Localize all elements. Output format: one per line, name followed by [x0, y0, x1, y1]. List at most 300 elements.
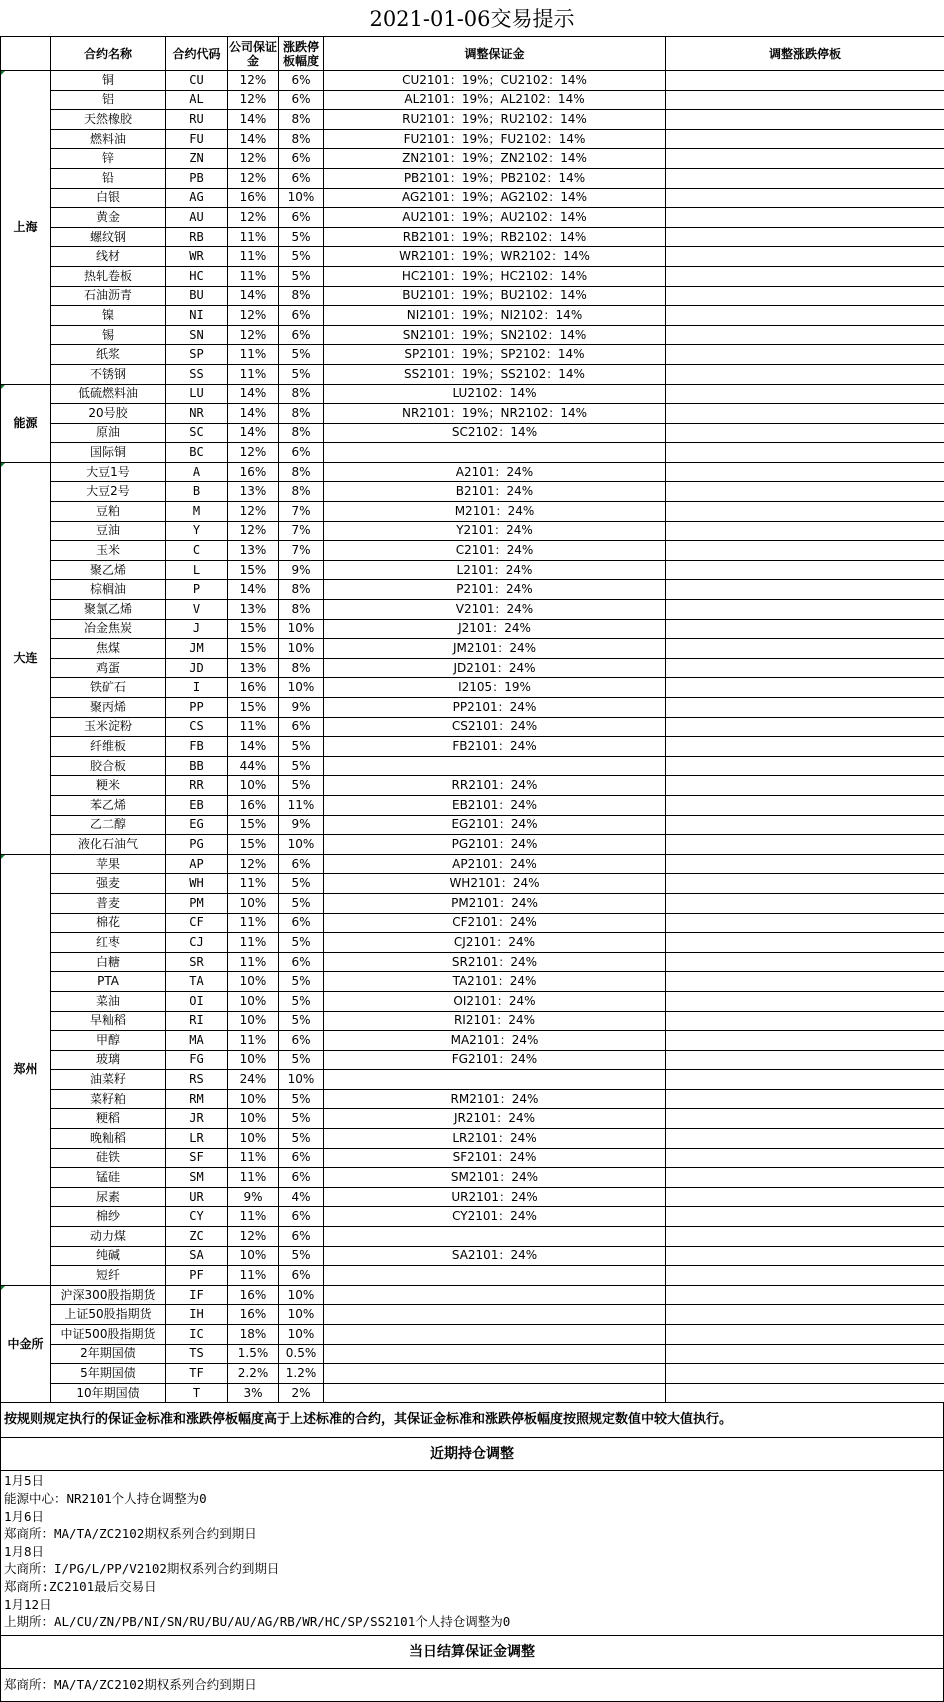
contract-code-cell: CU: [166, 71, 228, 91]
adjust-margin-cell: [324, 1285, 666, 1305]
limit-cell: 10%: [279, 188, 324, 208]
adjust-limit-cell: [666, 580, 944, 600]
contract-name-cell: 低硫燃料油: [51, 384, 166, 404]
margin-cell: 10%: [228, 1089, 279, 1109]
margin-cell: 15%: [228, 698, 279, 718]
adjust-margin-cell: PM2101：24%: [324, 893, 666, 913]
margin-cell: 11%: [228, 364, 279, 384]
margin-cell: 11%: [228, 933, 279, 953]
adjust-limit-cell: [666, 1031, 944, 1051]
contract-name-cell: 天然橡胶: [51, 110, 166, 130]
limit-cell: 7%: [279, 541, 324, 561]
margin-cell: 11%: [228, 345, 279, 365]
adjust-margin-cell: [324, 1070, 666, 1090]
limit-cell: 1.2%: [279, 1364, 324, 1384]
adjust-limit-cell: [666, 933, 944, 953]
contract-name-cell: 原油: [51, 423, 166, 443]
contract-code-cell: RR: [166, 776, 228, 796]
adjust-margin-cell: JM2101：24%: [324, 639, 666, 659]
adjust-limit-cell: [666, 462, 944, 482]
contract-code-cell: P: [166, 580, 228, 600]
table-row: [1, 208, 944, 228]
adjust-limit-cell: [666, 345, 944, 365]
adjust-limit-cell: [666, 991, 944, 1011]
adjust-limit-cell: [666, 1266, 944, 1286]
adjust-margin-cell: HC2101：19%；HC2102：14%: [324, 266, 666, 286]
contract-code-cell: SM: [166, 1168, 228, 1188]
limit-cell: 5%: [279, 893, 324, 913]
adjust-limit-cell: [666, 443, 944, 463]
margin-cell: 10%: [228, 1109, 279, 1129]
table-row: [1, 815, 944, 835]
contract-code-cell: JR: [166, 1109, 228, 1129]
adjust-limit-cell: [666, 482, 944, 502]
adjust-limit-cell: [666, 286, 944, 306]
table-row: [1, 658, 944, 678]
adjust-margin-cell: SP2101：19%；SP2102：14%: [324, 345, 666, 365]
margin-cell: 11%: [228, 717, 279, 737]
adjust-limit-cell: [666, 795, 944, 815]
adjust-margin-cell: CU2101：19%；CU2102：14%: [324, 71, 666, 91]
table-row: [1, 1129, 944, 1149]
contract-code-cell: AP: [166, 854, 228, 874]
table-row: [1, 110, 944, 130]
contract-code-cell: SC: [166, 423, 228, 443]
table-row: [1, 168, 944, 188]
contract-name-cell: 不锈钢: [51, 364, 166, 384]
adjust-limit-cell: [666, 188, 944, 208]
contract-code-cell: LR: [166, 1129, 228, 1149]
contract-name-cell: 液化石油气: [51, 835, 166, 855]
contract-code-cell: BU: [166, 286, 228, 306]
contract-code-cell: FB: [166, 737, 228, 757]
contract-name-cell: 铁矿石: [51, 678, 166, 698]
settle-section-title: 当日结算保证金调整: [0, 1636, 944, 1669]
adjust-margin-cell: [324, 1266, 666, 1286]
table-row: [1, 913, 944, 933]
limit-cell: 5%: [279, 345, 324, 365]
adjust-limit-cell: [666, 893, 944, 913]
table-row: [1, 443, 944, 463]
margin-cell: 12%: [228, 443, 279, 463]
adjust-margin-cell: CS2101：24%: [324, 717, 666, 737]
limit-cell: 9%: [279, 815, 324, 835]
adjust-margin-cell: BU2101：19%；BU2102：14%: [324, 286, 666, 306]
contract-code-cell: SF: [166, 1148, 228, 1168]
adjust-margin-cell: RB2101：19%；RB2102：14%: [324, 227, 666, 247]
contract-name-cell: 玉米淀粉: [51, 717, 166, 737]
table-row: [1, 639, 944, 659]
margin-cell: 14%: [228, 129, 279, 149]
margin-cell: 11%: [228, 1207, 279, 1227]
limit-cell: 5%: [279, 776, 324, 796]
contract-name-cell: 粳稻: [51, 1109, 166, 1129]
adjust-limit-cell: [666, 1168, 944, 1188]
adjust-limit-cell: [666, 737, 944, 757]
contract-code-cell: PP: [166, 698, 228, 718]
contract-name-cell: 线材: [51, 247, 166, 267]
contract-name-cell: 乙二醇: [51, 815, 166, 835]
contract-code-cell: SA: [166, 1246, 228, 1266]
adjust-margin-cell: SR2101：24%: [324, 952, 666, 972]
margin-cell: 12%: [228, 208, 279, 228]
limit-cell: 5%: [279, 1089, 324, 1109]
adjust-limit-cell: [666, 1187, 944, 1207]
contract-code-cell: NR: [166, 404, 228, 424]
table-row: [1, 756, 944, 776]
limit-cell: 5%: [279, 991, 324, 1011]
adjust-margin-cell: [324, 1305, 666, 1325]
adjust-margin-cell: SN2101：19%；SN2102：14%: [324, 325, 666, 345]
limit-cell: 2%: [279, 1383, 324, 1403]
header-adjust-limit: 调整涨跌停板: [666, 37, 944, 71]
contract-code-cell: PF: [166, 1266, 228, 1286]
contract-code-cell: V: [166, 600, 228, 620]
contract-code-cell: WR: [166, 247, 228, 267]
adjust-margin-cell: V2101：24%: [324, 600, 666, 620]
table-row: [1, 247, 944, 267]
limit-cell: 6%: [279, 208, 324, 228]
limit-cell: 9%: [279, 698, 324, 718]
table-row: [1, 972, 944, 992]
contract-code-cell: BB: [166, 756, 228, 776]
limit-cell: 10%: [279, 1325, 324, 1345]
contract-name-cell: 镍: [51, 306, 166, 326]
contract-name-cell: 沪深300股指期货: [51, 1285, 166, 1305]
table-row: [1, 1070, 944, 1090]
adjust-limit-cell: [666, 423, 944, 443]
adjust-margin-cell: B2101：24%: [324, 482, 666, 502]
margin-cell: 14%: [228, 286, 279, 306]
adjust-margin-cell: WR2101：19%；WR2102：14%: [324, 247, 666, 267]
adjust-limit-cell: [666, 854, 944, 874]
contract-code-cell: RM: [166, 1089, 228, 1109]
limit-cell: 5%: [279, 364, 324, 384]
contract-name-cell: 棕榈油: [51, 580, 166, 600]
contract-code-cell: Y: [166, 521, 228, 541]
contract-code-cell: RI: [166, 1011, 228, 1031]
contract-code-cell: SR: [166, 952, 228, 972]
exchange-cell: 上海: [1, 71, 51, 385]
limit-cell: 6%: [279, 325, 324, 345]
table-row: [1, 1148, 944, 1168]
adjust-margin-cell: MA2101：24%: [324, 1031, 666, 1051]
position-note-line: 上期所：AL/CU/ZN/PB/NI/SN/RU/BU/AU/AG/RB/WR/HC/SP/SS2101个人持仓调整为0: [4, 1613, 941, 1631]
adjust-limit-cell: [666, 658, 944, 678]
contract-name-cell: 2年期国债: [51, 1344, 166, 1364]
adjust-limit-cell: [666, 1148, 944, 1168]
contract-code-cell: AU: [166, 208, 228, 228]
contract-code-cell: C: [166, 541, 228, 561]
table-row: [1, 1109, 944, 1129]
contract-name-cell: 纸浆: [51, 345, 166, 365]
adjust-limit-cell: [666, 266, 944, 286]
exchange-cell: 中金所: [1, 1285, 51, 1403]
margin-cell: 16%: [228, 795, 279, 815]
adjust-margin-cell: RM2101：24%: [324, 1089, 666, 1109]
limit-cell: 6%: [279, 1207, 324, 1227]
exchange-cell: 能源: [1, 384, 51, 462]
adjust-limit-cell: [666, 364, 944, 384]
limit-cell: 10%: [279, 1070, 324, 1090]
contract-name-cell: 菜籽粕: [51, 1089, 166, 1109]
position-section-title: 近期持仓调整: [0, 1438, 944, 1471]
contract-code-cell: A: [166, 462, 228, 482]
adjust-limit-cell: [666, 815, 944, 835]
header-margin: 公司保证金: [228, 37, 279, 71]
contract-name-cell: 黄金: [51, 208, 166, 228]
adjust-margin-cell: EG2101：24%: [324, 815, 666, 835]
margin-cell: 44%: [228, 756, 279, 776]
contract-name-cell: 热轧卷板: [51, 266, 166, 286]
table-row: [1, 384, 944, 404]
margin-cell: 11%: [228, 913, 279, 933]
contract-code-cell: BC: [166, 443, 228, 463]
header-exchange: [1, 37, 51, 71]
adjust-limit-cell: [666, 306, 944, 326]
margin-cell: 15%: [228, 835, 279, 855]
table-row: [1, 188, 944, 208]
adjust-limit-cell: [666, 168, 944, 188]
adjust-limit-cell: [666, 1364, 944, 1384]
contract-name-cell: 燃料油: [51, 129, 166, 149]
margin-cell: 11%: [228, 1266, 279, 1286]
contract-code-cell: AG: [166, 188, 228, 208]
adjust-limit-cell: [666, 149, 944, 169]
position-note-line: 1月12日: [4, 1596, 941, 1614]
margin-cell: 14%: [228, 404, 279, 424]
limit-cell: 7%: [279, 502, 324, 522]
limit-cell: 5%: [279, 1246, 324, 1266]
margin-cell: 13%: [228, 541, 279, 561]
adjust-limit-cell: [666, 227, 944, 247]
margin-cell: 11%: [228, 874, 279, 894]
settle-note: 郑商所：MA/TA/ZC2102期权系列合约到期日: [0, 1669, 944, 1702]
adjust-limit-cell: [666, 541, 944, 561]
contract-code-cell: TF: [166, 1364, 228, 1384]
contract-code-cell: AL: [166, 90, 228, 110]
margin-cell: 11%: [228, 227, 279, 247]
contract-code-cell: LU: [166, 384, 228, 404]
adjust-limit-cell: [666, 1325, 944, 1345]
contract-code-cell: J: [166, 619, 228, 639]
adjust-margin-cell: JD2101：24%: [324, 658, 666, 678]
table-row: [1, 1050, 944, 1070]
margin-cell: 3%: [228, 1383, 279, 1403]
contract-name-cell: 锡: [51, 325, 166, 345]
adjust-limit-cell: [666, 756, 944, 776]
table-row: [1, 795, 944, 815]
limit-cell: 6%: [279, 913, 324, 933]
table-row: [1, 600, 944, 620]
adjust-limit-cell: [666, 1109, 944, 1129]
margin-cell: 11%: [228, 247, 279, 267]
adjust-limit-cell: [666, 247, 944, 267]
table-row: [1, 227, 944, 247]
limit-cell: 8%: [279, 658, 324, 678]
adjust-margin-cell: P2101：24%: [324, 580, 666, 600]
contract-code-cell: RU: [166, 110, 228, 130]
adjust-margin-cell: PB2101：19%；PB2102：14%: [324, 168, 666, 188]
table-row: [1, 776, 944, 796]
margin-cell: 12%: [228, 502, 279, 522]
limit-cell: 5%: [279, 737, 324, 757]
table-body: [1, 71, 944, 1403]
table-row: [1, 149, 944, 169]
contract-name-cell: 菜油: [51, 991, 166, 1011]
margin-cell: 11%: [228, 266, 279, 286]
adjust-margin-cell: C2101：24%: [324, 541, 666, 561]
limit-cell: 0.5%: [279, 1344, 324, 1364]
adjust-margin-cell: SM2101：24%: [324, 1168, 666, 1188]
contract-code-cell: TA: [166, 972, 228, 992]
table-row: [1, 1266, 944, 1286]
adjust-margin-cell: CF2101：24%: [324, 913, 666, 933]
limit-cell: 6%: [279, 1227, 324, 1247]
position-note-line: 能源中心：NR2101个人持仓调整为0: [4, 1490, 941, 1508]
limit-cell: 7%: [279, 521, 324, 541]
limit-cell: 5%: [279, 1011, 324, 1031]
contract-code-cell: ZC: [166, 1227, 228, 1247]
limit-cell: 5%: [279, 972, 324, 992]
contract-code-cell: CF: [166, 913, 228, 933]
contract-name-cell: 石油沥青: [51, 286, 166, 306]
limit-cell: 6%: [279, 1266, 324, 1286]
page-title: 2021-01-06交易提示: [0, 0, 944, 36]
contract-name-cell: 尿素: [51, 1187, 166, 1207]
table-row: [1, 462, 944, 482]
adjust-limit-cell: [666, 619, 944, 639]
contract-name-cell: 动力煤: [51, 1227, 166, 1247]
table-row: [1, 502, 944, 522]
contract-name-cell: 聚氯乙烯: [51, 600, 166, 620]
adjust-limit-cell: [666, 952, 944, 972]
contract-name-cell: 普麦: [51, 893, 166, 913]
table-row: [1, 266, 944, 286]
table-row: [1, 560, 944, 580]
adjust-limit-cell: [666, 1129, 944, 1149]
contract-code-cell: JM: [166, 639, 228, 659]
margin-cell: 24%: [228, 1070, 279, 1090]
margin-cell: 9%: [228, 1187, 279, 1207]
contract-code-cell: PM: [166, 893, 228, 913]
adjust-limit-cell: [666, 717, 944, 737]
contract-name-cell: 锰硅: [51, 1168, 166, 1188]
limit-cell: 10%: [279, 1285, 324, 1305]
margin-cell: 12%: [228, 90, 279, 110]
table-row: [1, 1168, 944, 1188]
margin-cell: 15%: [228, 815, 279, 835]
contract-name-cell: 聚乙烯: [51, 560, 166, 580]
table-row: [1, 1383, 944, 1403]
margin-table: [0, 36, 944, 1403]
adjust-limit-cell: [666, 502, 944, 522]
contract-name-cell: 冶金焦炭: [51, 619, 166, 639]
margin-cell: 12%: [228, 168, 279, 188]
contract-code-cell: UR: [166, 1187, 228, 1207]
header-limit: 涨跌停板幅度: [279, 37, 324, 71]
contract-code-cell: EB: [166, 795, 228, 815]
limit-cell: 8%: [279, 482, 324, 502]
contract-name-cell: 锌: [51, 149, 166, 169]
adjust-margin-cell: PG2101：24%: [324, 835, 666, 855]
table-row: [1, 1344, 944, 1364]
adjust-margin-cell: FB2101：24%: [324, 737, 666, 757]
margin-cell: 2.2%: [228, 1364, 279, 1384]
contract-name-cell: 棉花: [51, 913, 166, 933]
margin-cell: 10%: [228, 972, 279, 992]
table-row: [1, 1285, 944, 1305]
table-row: [1, 364, 944, 384]
adjust-margin-cell: RU2101：19%；RU2102：14%: [324, 110, 666, 130]
limit-cell: 5%: [279, 1109, 324, 1129]
margin-cell: 16%: [228, 1305, 279, 1325]
table-row: [1, 325, 944, 345]
limit-cell: 6%: [279, 306, 324, 326]
table-row: [1, 482, 944, 502]
limit-cell: 5%: [279, 227, 324, 247]
adjust-limit-cell: [666, 560, 944, 580]
table-row: [1, 129, 944, 149]
contract-name-cell: 胶合板: [51, 756, 166, 776]
margin-cell: 10%: [228, 1129, 279, 1149]
adjust-limit-cell: [666, 208, 944, 228]
limit-cell: 8%: [279, 462, 324, 482]
adjust-margin-cell: CY2101：24%: [324, 1207, 666, 1227]
table-row: [1, 521, 944, 541]
table-row: [1, 991, 944, 1011]
limit-cell: 8%: [279, 404, 324, 424]
margin-cell: 12%: [228, 325, 279, 345]
position-note-line: 1月8日: [4, 1543, 941, 1561]
margin-cell: 11%: [228, 1168, 279, 1188]
contract-name-cell: 甲醇: [51, 1031, 166, 1051]
adjust-limit-cell: [666, 325, 944, 345]
table-row: [1, 854, 944, 874]
contract-code-cell: MA: [166, 1031, 228, 1051]
adjust-limit-cell: [666, 678, 944, 698]
table-row: [1, 717, 944, 737]
margin-cell: 14%: [228, 737, 279, 757]
contract-name-cell: 硅铁: [51, 1148, 166, 1168]
contract-code-cell: FG: [166, 1050, 228, 1070]
limit-cell: 5%: [279, 874, 324, 894]
contract-code-cell: JD: [166, 658, 228, 678]
table-row: [1, 404, 944, 424]
limit-cell: 10%: [279, 619, 324, 639]
table-row: [1, 893, 944, 913]
contract-code-cell: T: [166, 1383, 228, 1403]
adjust-margin-cell: PP2101：24%: [324, 698, 666, 718]
position-notes: [0, 1471, 944, 1635]
contract-code-cell: CS: [166, 717, 228, 737]
adjust-margin-cell: ZN2101：19%；ZN2102：14%: [324, 149, 666, 169]
limit-cell: 11%: [279, 795, 324, 815]
adjust-limit-cell: [666, 1089, 944, 1109]
limit-cell: 6%: [279, 443, 324, 463]
margin-cell: 10%: [228, 776, 279, 796]
contract-name-cell: 白银: [51, 188, 166, 208]
contract-code-cell: SS: [166, 364, 228, 384]
limit-cell: 8%: [279, 110, 324, 130]
margin-cell: 10%: [228, 1246, 279, 1266]
table-row: [1, 345, 944, 365]
contract-code-cell: L: [166, 560, 228, 580]
exchange-cell: 郑州: [1, 854, 51, 1285]
limit-cell: 5%: [279, 933, 324, 953]
margin-cell: 16%: [228, 1285, 279, 1305]
adjust-limit-cell: [666, 404, 944, 424]
